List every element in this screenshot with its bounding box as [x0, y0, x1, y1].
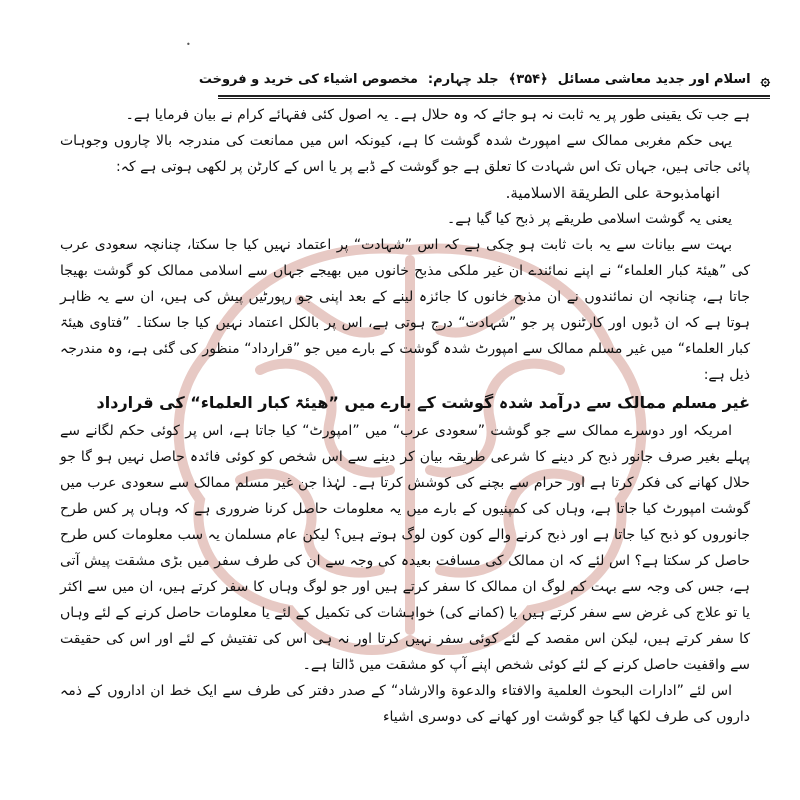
paragraph: امریکہ اور دوسرے ممالک سے جو گوشت ”سعودی عرب“ میں ”امپورٹ“ کیا جاتا ہے، اس پر کوئی حکم لگانے سے پہلے بغیر صرف جانور ذبح کر دینے کا شرعی طریقہ بیان کر دینے سے اس شخص کو کوئی فائدہ حاصل نہیں ہو گا جو حلال کھانے کی فکر کرتا ہے اور حرام سے بچنے کی کوشش کرتا ہے۔ لہٰذا جن غیر مسلم ممالک سے سعودی عرب میں گوشت امپورٹ کیا جاتا ہے، وہاں کی کمپنیوں کے بارے میں یہ معلومات حاصل کرنا ضروری ہے کہ وہاں پر کس طرح جانوروں کو ذبح کیا جاتا ہے اور ذبح کرنے والے کون کون لوگ ہوتے ہیں؟ لیکن عام مسلمان یہ سب معلومات کس طرح حاصل کر سکتا ہے؟ اس لئے کہ ان ممالک کی مسافت بعیدہ کی وجہ سے ان کی طرف سفر میں بڑی مشقت پیش آتی ہے، جس کی وجہ سے بہت کم لوگ ان ممالک کا سفر کرتے ہیں اور جو لوگ وہاں کا سفر کرتے ہیں، ان میں سے اکثر یا تو علاج کی غرض سے سفر کرتے ہیں یا (کمانے کی) خواہشات کی تکمیل کے لئے یا معلومات حاصل کرنے کے لئے وہاں کا سفر کرتے ہیں، لیکن اس مقصد کے لئے کوئی سفر نہیں کرتا اور نہ ہی اس کی تفتیش کے لئے اور اس کی حقیقت سے واقفیت حاصل کرنے کے لئے کوئی شخص اپنے آپ کو مشقت میں ڈالتا ہے۔ [60, 423, 750, 673]
quote-translation: یعنی یہ گوشت اسلامی طریقے پر ذبح کیا گیا ہے۔ [447, 211, 732, 227]
header-divider [218, 95, 770, 97]
paragraph: یہی حکم مغربی ممالک سے امپورٹ شدہ گوشت کا ہے، کیونکہ اس میں ممانعت کی مندرجہ بالا چاروں وجوہات پائی جاتی ہیں، جہاں تک اس شہادت کا تعلق ہے جو گوشت کے ڈبے پر یا اس کے کارٹن پر لکھی ہوتی ہے کہ: [60, 133, 750, 175]
arabic-quote: انهامذبوحة على الطريقة الاسلامية. [505, 184, 720, 202]
scan-mark: • [186, 40, 191, 49]
paragraph: بہت سے بیانات سے یہ بات ثابت ہو چکی ہے کہ اس ”شہادت“ پر اعتماد نہیں کیا جا سکتا، چنانچہ سعودی عرب کی ”ھیئۃ کبار العلماء“ نے اپنے نمائندے ان غیر ملکی مذبح خانوں میں بھیجے جہاں سے اسلامی ممالک کو گوشت بھیجا جاتا ہے، چنانچہ ان نمائندوں نے ان مذبح خانوں کا جائزہ لینے کے بعد اپنی جو رپورٹیں پیش کی ہیں، ان سے یہ ظاہر ہوتا ہے کہ ان ڈبوں اور کارٹنوں پر جو ”شہادت“ درج ہوتی ہے، اس پر بالکل اعتماد نہیں کیا جا سکتا۔ ”فتاوی ھیئۃ کبار العلماء“ میں غیر مسلم ممالک سے امپورٹ شدہ گوشت کے بارے میں جو ”قرارداد“ منظور کی گئی ہے، وہ مندرجہ ذیل ہے: [60, 237, 750, 383]
paragraph: ہے جب تک یقینی طور پر یہ ثابت نہ ہو جائے کہ وہ حلال ہے۔ یہ اصول کئی فقہائے کرام نے بیان فرمایا ہے۔ [125, 107, 750, 123]
ornament-icon: ۞ [760, 69, 770, 89]
paragraph: اس لئے ”ادارات البحوث العلمية والافتاء والدعوة والارشاد“ کے صدر دفتر کی طرف سے ایک خط ان اداروں کے ذمہ داروں کی طرف لکھا گیا جو گوشت اور کھانے کی دوسری اشیاء [60, 683, 750, 725]
header-divider-thin [218, 98, 770, 99]
chapter-title: مخصوص اشیاء کی خرید و فروخت [198, 71, 418, 87]
page-body [60, 102, 750, 792]
book-title: اسلام اور جدید معاشی مسائل [557, 71, 751, 87]
page-number: ﴿۳۵۴﴾ [508, 71, 548, 87]
volume-label: جلد چہارم: [427, 71, 499, 87]
page-header [198, 64, 770, 94]
section-heading: غیر مسلم ممالک سے درآمد شدہ گوشت کے بارے میں ”ھیئۃ کبار العلماء“ کی قرارداد [96, 393, 750, 412]
